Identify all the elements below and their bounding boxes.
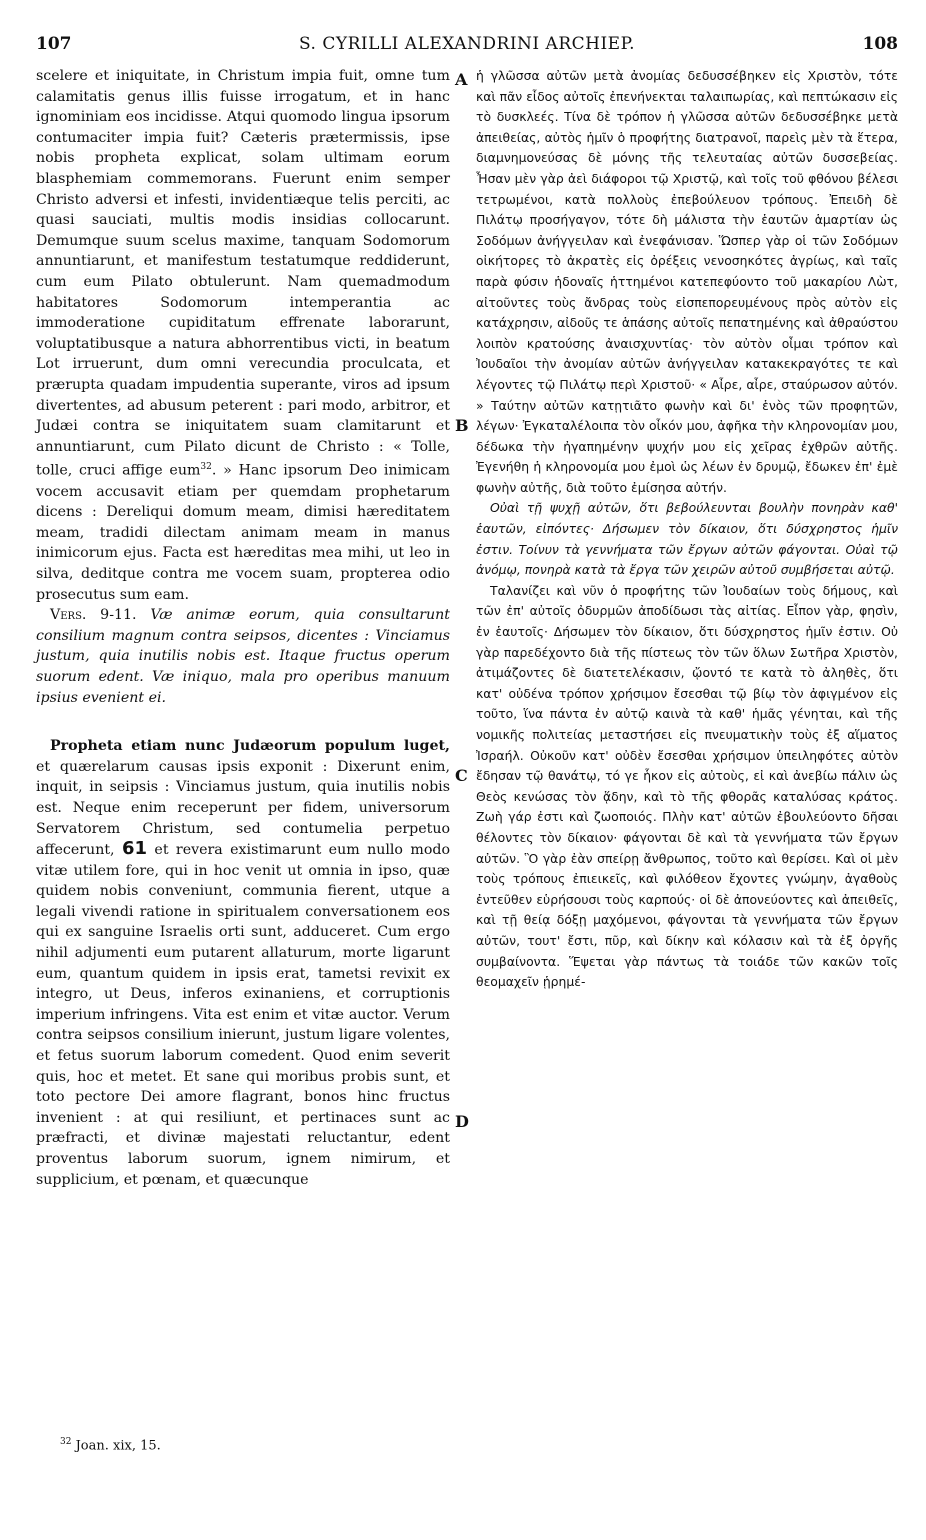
- latin-text-2a: et quærelarum causas ipsis exponit : Dixerunt enim, inquit, in seipsis : Vinciamus justum, quia inutilis nobis est. Neque enim receperunt per fidem, universorum Servatorem Christum, sed contumelia perpetuo affecerunt,: [36, 758, 450, 859]
- page-number-right: 108: [862, 34, 898, 54]
- latin-lead: Propheta etiam nunc Judæorum populum luget,: [50, 738, 450, 755]
- running-header: [36, 34, 898, 58]
- latin-text-2b: et revera existimarunt eum nullo modo vitæ utilem fore, qui in hoc venit ut omnia in ipso, quæ quidem nobis conveniunt, communia fierent, utque a legali vivendi ratione in spiritualem conversationem eos qui ex sanguine Israelis orti sunt, adduceret. Cum ergo nihil adjumenti eum putarent allaturum, morte ligarunt eum, quantum quidem in ipsis erat, tametsi revixit ex integro, ut Deus, inferos exinaniens, et corruptionis imperium infringens. Vita est enim et vitæ auctor. Verum contra seipsos consilium inierunt, justum ligare volentes, et fetus suorum laborum comedent. Quod enim severit quis, hoc et metet. Et sane qui moribus probis sunt, et toto pectore Dei amore flagrant, bonos hinc fructus invenient : at qui resiliunt, et pertinaces sunt ac præfracti, et divinæ majestati reluctantur, edent proventus laborum suorum, ignem nimirum, et supplicium, et pœnam, et quæcunque: [36, 842, 450, 1188]
- greek-column: [476, 66, 898, 993]
- verse-label: Vers. 9-11.: [50, 607, 137, 624]
- page-number-left: 107: [36, 34, 72, 54]
- running-head-title: S. CYRILLI ALEXANDRINI ARCHIEP.: [299, 34, 635, 54]
- latin-text-1b: . » Hanc ipsorum Deo inimicam vocem accusavit etiam per quemdam prophetarum dicens : Dereliqui domum meam, dimisi hæreditatem meam, tradidi dilectam animam meam in manus inimicorum ejus. Facta est hæreditas mea mihi, ut leo in silva, deditque contra me vocem suam, propterea odio prosecutus sum eam.: [36, 463, 450, 603]
- footnote-ref: 32: [200, 462, 212, 473]
- latin-paragraph-1: [36, 66, 450, 605]
- greek-verse: Οὐαὶ τῇ ψυχῇ αὐτῶν, ὅτι βεβούλευνται βουλὴν πονηρὰν καθ' ἑαυτῶν, εἰπόντες· Δήσωμεν τὸν δίκαιον, ὅτι δύσχρηστος ἡμῖν ἐστιν. Τοίνυν τὰ γεννήματα τῶν ἔργων αὐτῶν φάγονται. Οὐαὶ τῷ ἀνόμῳ, πονηρὰ κατὰ τὰ ἔργα τῶν χειρῶν αὐτοῦ συμβήσεται αὐτῷ.: [476, 500, 898, 578]
- margin-letter-c: C: [455, 766, 468, 785]
- latin-column: [36, 66, 450, 1190]
- paragraph-gap: [36, 708, 450, 736]
- latin-text-1a: scelere et iniquitate, in Christum impia fuit, omne tum calamitatis genus illis fuisse irrogatum, et in hanc ignominiam eos incidisse. Atqui quomodo lingua ipsorum contumaciter impia fuit? Cæteris prætermissis, ipse nobis propheta explicat, solam ultimam eorum blasphemiam commemorans. Fuerunt enim semper Christo adversi et infesti, invidentiæque telis perciti, ac quasi sauciati, multis modis insidias collocarunt. Demumque suum scelus maxime, tanquam Sodomorum annuntiarunt, et manifestum testatumque reddiderunt, cum eum Pilato obtulerunt. Nam quemadmodum habitatores Sodomorum intemperantia ac immoderatione cupiditatum effrenate laborarunt, voluptatibusque a natura abhorrentibus victi, in beatum Lot irruerunt, dum omni verecundia proculcata, et prærupta quadam impudentia superante, viros ad ipsum divertentes, ad abusum peterent : pari modo, arbitror, et Judæi contra se iniquitatem suam clamitarunt et annuntiarunt, cum Pilato dicunt de Christo : « Tolle, tolle, cruci affige eum: [36, 68, 450, 480]
- margin-letter-d: D: [455, 1112, 469, 1131]
- footnote-number: 32: [60, 1437, 72, 1447]
- greek-paragraph-1: ἡ γλῶσσα αὐτῶν μετὰ ἀνομίας δεδυσσέβηκεν εἰς Χριστὸν, τότε καὶ πᾶν εἶδος αὐτοῖς ἐπενήνεκται ταλαιπωρίας, καὶ πεπτώκασιν εἰς τὸ δυσκλεές. Τίνα δὲ τρόπον ἡ γλῶσσα αὐτῶν δεδυσσέβηκε μετὰ ἀπειθείας, αὐτὸς ἡμῖν ὁ προφήτης διατρανοῖ, παρεὶς μὲν τὰ ἕτερα, διαμνημονεύσας δὲ μόνης τῆς τελευταίας αὐτῶν δυσσεβείας. Ἦσαν μὲν γὰρ ἀεὶ διάφοροι τῷ Χριστῷ, καὶ τοῖς τοῦ φθόνου βέλεσι τετρωμένοι, κατὰ πολλοὺς ἐπεβούλευον τρόπους. Ἐπειδὴ δὲ Πιλάτῳ προσήγαγον, τότε δὴ μάλιστα τὴν ἑαυτῶν ἁμαρτίαν ὡς Σοδόμων ἀνήγγειλαν καὶ ἐνεφάνισαν. Ὥσπερ γὰρ οἱ τῶν Σοδόμων οἰκήτορες τὸ ἀκρατὲς εἰς ὀρέξεις νενοσηκότες ἀγρίως, καὶ ταῖς παρὰ φύσιν ἡδοναῖς ἡττημένοι κατεπεφύοντο τοῦ μακαρίου Λὼτ, αἰτοῦντες τοὺς ἄνδρας τοὺς εἰσπεπορευμένους πρὸς αὐτὸν εἰς κατάχρησιν, αἰδοῦς τε ἁπάσης αὐτοῖς πεπατημένης καὶ ἀθραύστου λοιπὸν κρατούσης ἀναισχυντίας· τὸν αὐτὸν οἶμαι τρόπον καὶ Ἰουδαῖοι τὴν ἀνομίαν αὐτῶν ἀνήγγειλαν κατακεκραγότες τε καὶ λέγοντες τῷ Πιλάτῳ περὶ Χριστοῦ· « Αἶρε, αἶρε, σταύρωσον αὐτόν. » Ταύτην αὐτῶν κατῃτιᾶτο φωνὴν καὶ δι' ἑνὸς τῶν προφητῶν, λέγων· Ἐγκαταλέλοιπα τὸν οἶκόν μου, ἀφῆκα τὴν κληρονομίαν μου, δέδωκα τὴν ἠγαπημένην ψυχήν μου εἰς χεῖρας ἐχθρῶν αὐτῆς. Ἐγενήθη ἡ κληρονομία μου ἐμοὶ ὡς λέων ἐν δρυμῷ, ἔδωκεν ἐπ' ἐμὲ φωνὴν αὐτῆς, διὰ τοῦτο ἐμίσησα αὐτήν.: [476, 68, 898, 495]
- latin-verse: [36, 605, 450, 708]
- footnote-text: Joan. xix, 15.: [75, 1438, 161, 1454]
- latin-verse-text: Væ animæ eorum, quia consultarunt consilium magnum contra seipsos, dicentes : Vinciamus justum, quia inutilis nobis est. Itaque fructus operum suorum edent. Væ iniquo, mala pro operibus manuum ipsius evenient ei.: [36, 607, 450, 706]
- latin-paragraph-2: [36, 736, 450, 1190]
- column-number: 61: [121, 838, 148, 860]
- margin-letter-a: A: [455, 70, 468, 89]
- greek-paragraph-2: Ταλανίζει καὶ νῦν ὁ προφήτης τῶν Ἰουδαίων τοὺς δήμους, καὶ τῶν ἐπ' αὐτοῖς ὀδυρμῶν ἀποδίδωσι τὰς αἰτίας. Εἶπον γὰρ, φησὶν, ἐν ἑαυτοῖς· Δήσωμεν τὸν δίκαιον, ὅτι δύσχρηστος ἡμῖν ἐστιν. Οὐ γὰρ παρεδέχοντο διὰ τῆς πίστεως τὸν τῶν ὅλων Σωτῆρα Χριστὸν, ἀτιμάζοντες δὲ διατετελέκασιν, ᾤοντό τε κατὰ τὸ ἀληθὲς, ὅτι κατ' οὐδένα τρόπον χρήσιμον ἔσεσθαι τῷ βίῳ τὸν ἀφιγμένον εἰς τοῦτο, ἵνα πάντα ἐν αὐτῷ καινὰ τὰ καθ' ἡμᾶς γένηται, καὶ τῆς νομικῆς πολιτείας μεταστήσει εἰς πνευματικὴν τοὺς ἐξ αἵματος Ἰσραήλ. Οὐκοῦν κατ' οὐδὲν ἔσεσθαι χρήσιμον ὑπειληφότες αὐτὸν ἔδησαν τῷ θανάτῳ, τό γε ἧκον εἰς αὐτοὺς, εἰ καὶ ἀνεβίω πάλιν ὡς Θεὸς κενώσας τὸν ᾅδην, καὶ τὸ τῆς φθορᾶς καταλύσας κράτος. Ζωὴ γάρ ἐστι καὶ ζωοποιός. Πλὴν κατ' αὐτῶν ἐβουλεύοντο δῆσαι θέλοντες τὸν δίκαιον· φάγονται δὲ καὶ τὰ γεννήματα τῶν ἔργων αὐτῶν. Ὃ γὰρ ἐὰν σπείρῃ ἄνθρωπος, τοῦτο καὶ θερίσει. Καὶ οἱ μὲν τοὺς τρόπους ἐπιεικεῖς, καὶ φιλόθεον ἔχοντες γνώμην, ἀγαθοὺς ἐντεῦθεν εὑρήσουσι τοὺς καρπούς· οἱ δὲ ἀπονεύοντες καὶ ἀπειθεῖς, καὶ τῇ θείᾳ δόξῃ μαχόμενοι, φάγονται τὰ γεννήματα τῶν ἔργων αὐτῶν, τουτ' ἔστι, πῦρ, καὶ δίκην καὶ κόλασιν καὶ τὰ ἐξ ὀργῆς συμβαίνοντα. Ἕψεται γὰρ πάντως τὰ τοιάδε τῶν κακῶν τοῖς θεομαχεῖν ᾑρημέ-: [476, 582, 898, 990]
- margin-letter-b: B: [455, 416, 469, 435]
- footnote: [60, 1437, 161, 1453]
